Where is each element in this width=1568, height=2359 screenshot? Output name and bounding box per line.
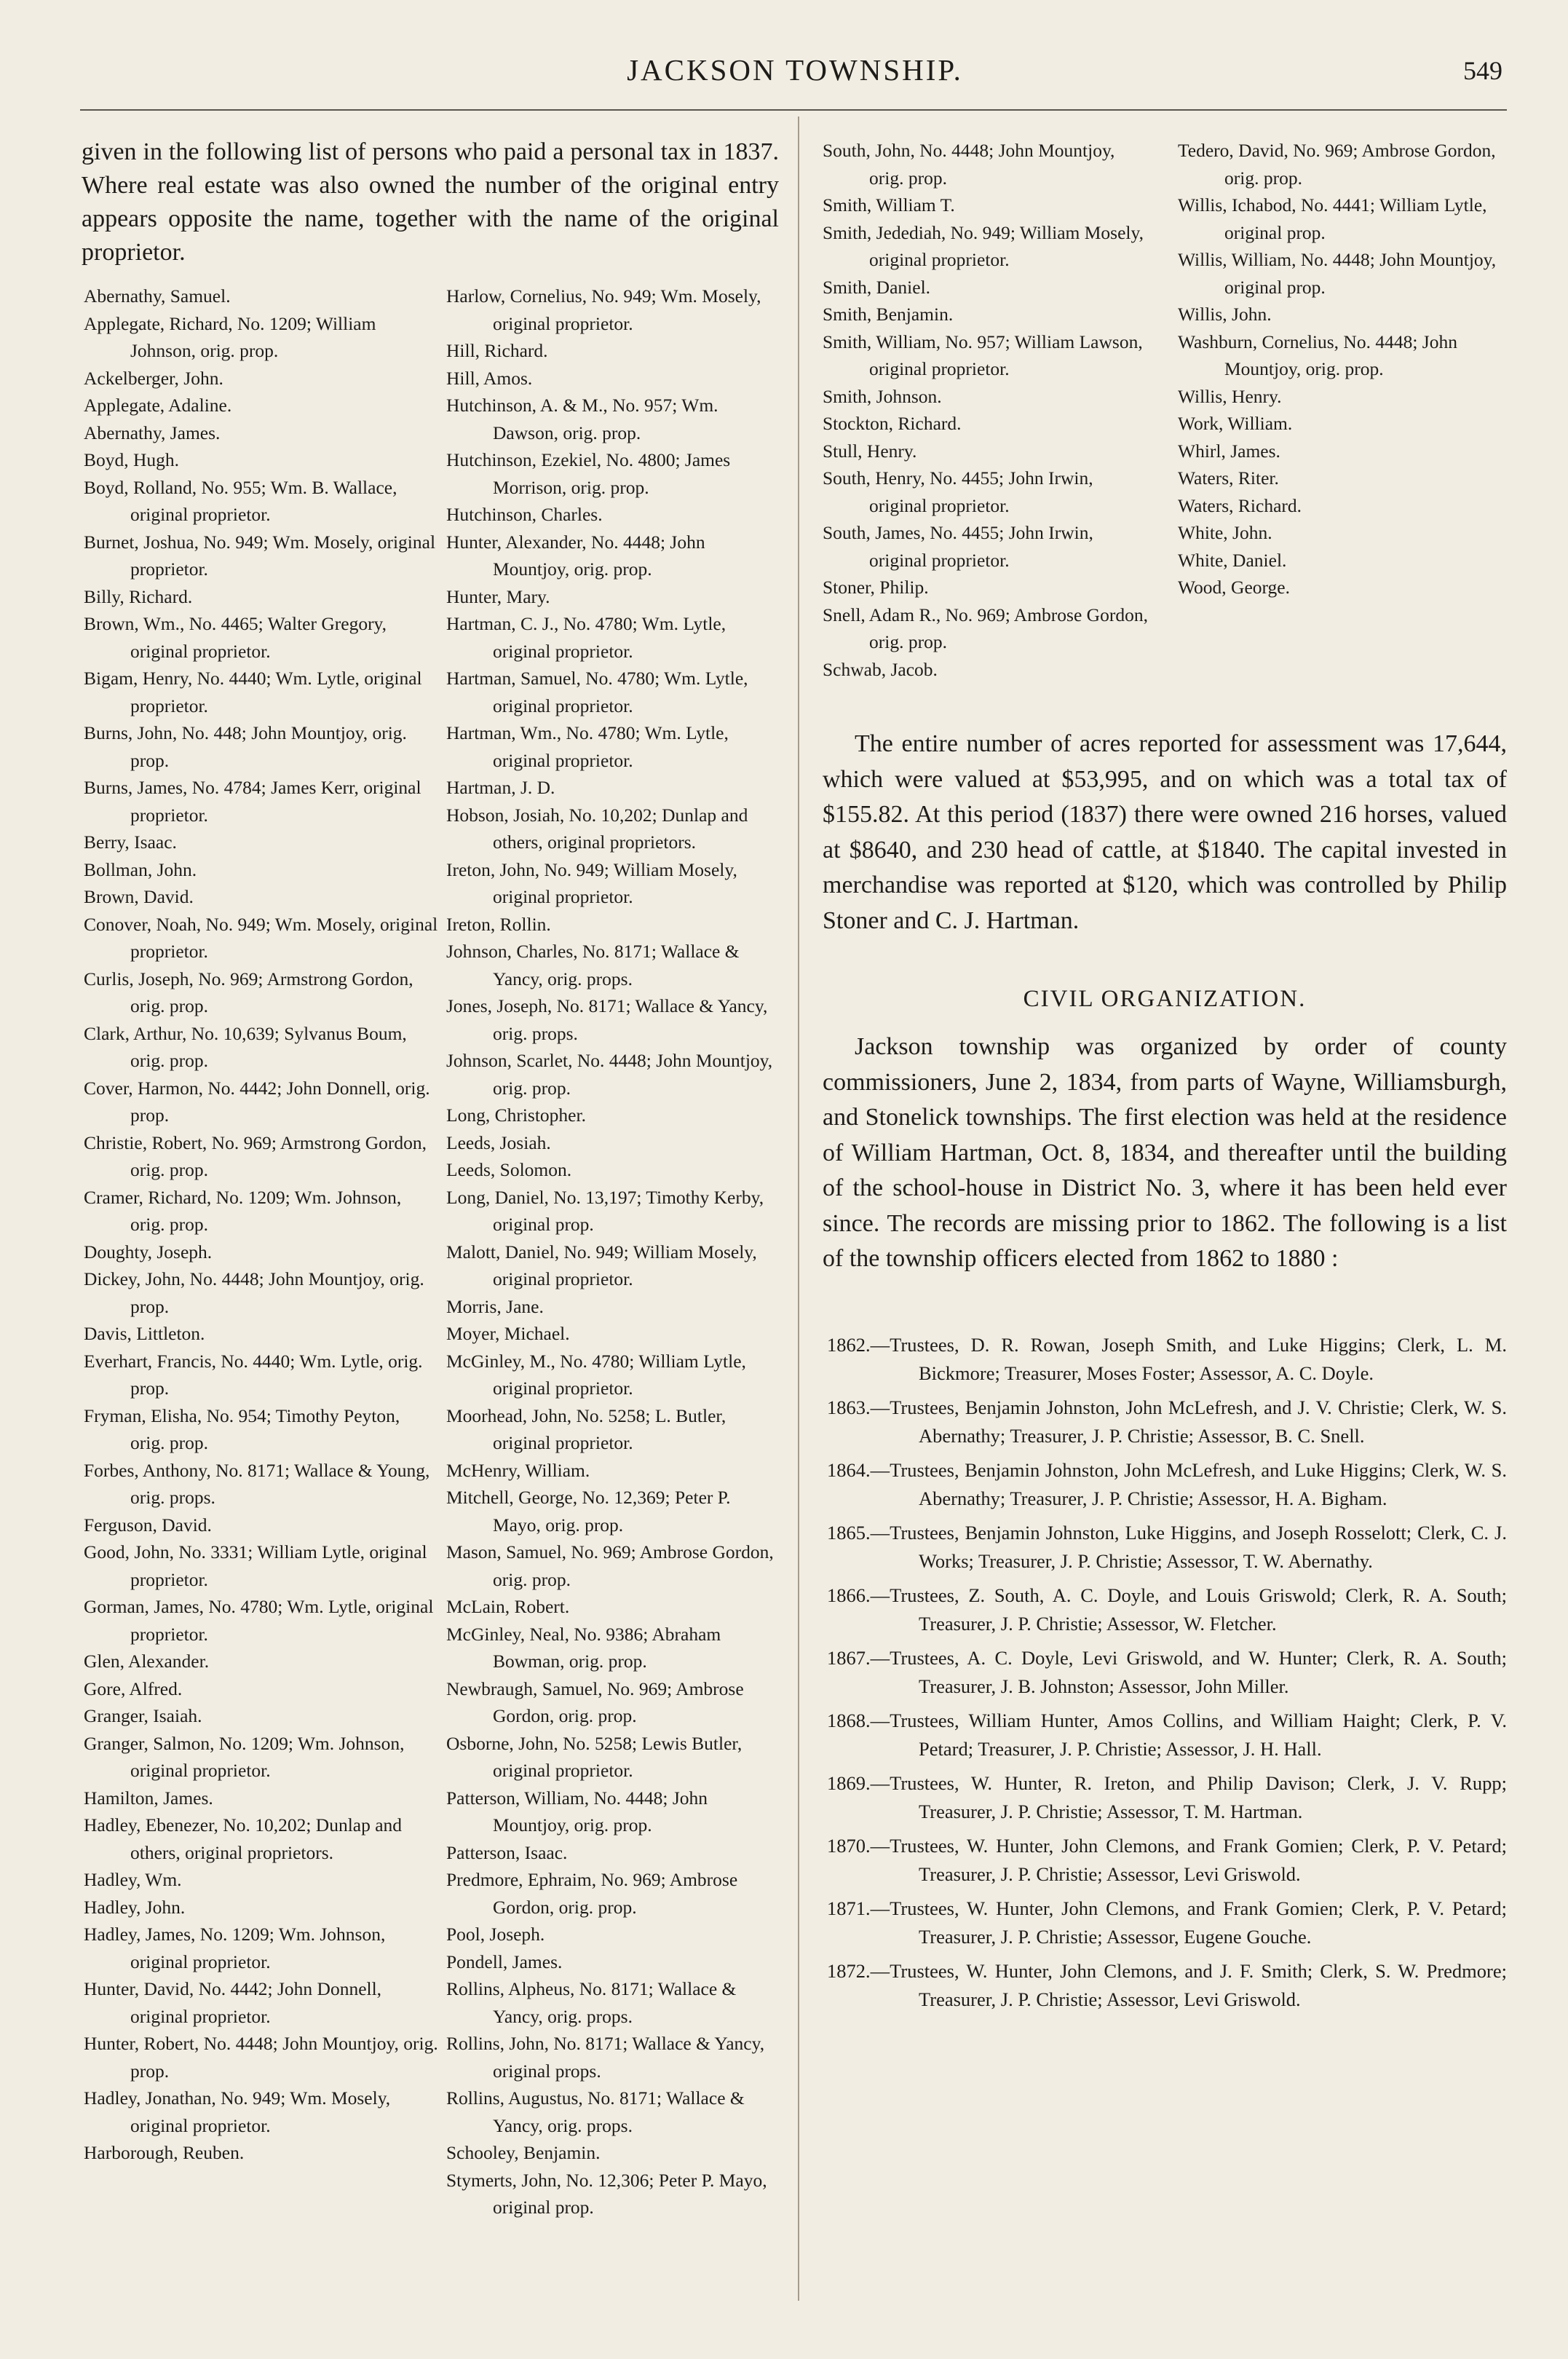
taxpayer-entry: Waters, Riter. xyxy=(1178,467,1279,489)
taxpayer-entry: Ackelberger, John. xyxy=(84,367,223,389)
taxpayer-entry: Cramer, Richard, No. 1209; Wm. Johnson, orig. prop. xyxy=(84,1186,402,1235)
taxpayer-entry: Hartman, C. J., No. 4780; Wm. Lytle, original proprietor. xyxy=(446,613,726,662)
taxpayer-entry: Hunter, Robert, No. 4448; John Mountjoy, orig. prop. xyxy=(84,2033,438,2082)
taxpayer-entry: Whirl, James. xyxy=(1178,440,1280,462)
officers-list xyxy=(827,1331,1507,2020)
taxpayer-entry: Hunter, Mary. xyxy=(446,585,550,607)
taxpayer-entry: Stymerts, John, No. 12,306; Peter P. Mayo, original prop. xyxy=(446,2169,767,2218)
taxpayer-entry: Rollins, John, No. 8171; Wallace & Yancy, original props. xyxy=(446,2033,765,2082)
taxpayer-entry: Harlow, Cornelius, No. 949; Wm. Mosely, original proprietor. xyxy=(446,285,761,334)
taxpayer-list-column-2 xyxy=(446,282,780,2221)
taxpayer-entry: South, John, No. 4448; John Mountjoy, orig. prop. xyxy=(823,140,1115,189)
taxpayer-entry: Johnson, Scarlet, No. 4448; John Mountjoy, orig. prop. xyxy=(446,1050,773,1099)
taxpayer-entry: Brown, David. xyxy=(84,886,194,907)
taxpayer-entry: Smith, William T. xyxy=(823,194,955,216)
taxpayer-entry: Long, Daniel, No. 13,197; Timothy Kerby, original prop. xyxy=(446,1186,764,1235)
taxpayer-entry: Rollins, Alpheus, No. 8171; Wallace & Yancy, orig. props. xyxy=(446,1978,737,2027)
taxpayer-entry: Schooley, Benjamin. xyxy=(446,2142,601,2163)
taxpayer-entry: Johnson, Charles, No. 8171; Wallace & Yancy, orig. props. xyxy=(446,941,740,989)
taxpayer-entry: Brown, Wm., No. 4465; Walter Gregory, original proprietor. xyxy=(84,613,387,662)
taxpayer-entry: Hadley, John. xyxy=(84,1896,186,1918)
taxpayer-entry: Hobson, Josiah, No. 10,202; Dunlap and others, original proprietors. xyxy=(446,804,748,853)
taxpayer-entry: Hutchinson, A. & M., No. 957; Wm. Dawson, orig. prop. xyxy=(446,395,718,443)
taxpayer-entry: Berry, Isaac. xyxy=(84,831,177,853)
intro-paragraph xyxy=(82,135,779,269)
taxpayer-entry: Christie, Robert, No. 969; Armstrong Gordon, orig. prop. xyxy=(84,1131,427,1180)
taxpayer-entry: Hartman, Samuel, No. 4780; Wm. Lytle, original proprietor. xyxy=(446,668,748,716)
officer-year-entry: 1872.—Trustees, W. Hunter, John Clemons, and J. F. Smith; Clerk, S. W. Predmore; Treasurer, J. P. Christie; Assessor, Levi Griswold. xyxy=(827,1960,1507,2010)
taxpayer-entry: Patterson, Isaac. xyxy=(446,1841,568,1863)
taxpayer-entry: Hamilton, James. xyxy=(84,1787,213,1809)
taxpayer-entry: Forbes, Anthony, No. 8171; Wallace & Young, orig. props. xyxy=(84,1459,430,1508)
taxpayer-entry: Hunter, Alexander, No. 4448; John Mountjoy, orig. prop. xyxy=(446,531,705,580)
assessment-text: The entire number of acres reported for assessment was 17,644, which were valued at $53,995, and on which was a total tax of $155.82. At this period (1837) there were owned 216 horses, valued at $8640, and 230 head of cattle, at $1840. The capital invested in merchandise was reported at $120, which was controlled by Philip Stoner and C. J. Hartman. xyxy=(823,730,1507,934)
taxpayer-entry: Cover, Harmon, No. 4442; John Donnell, orig. prop. xyxy=(84,1077,430,1126)
taxpayer-entry: Washburn, Cornelius, No. 4448; John Mountjoy, orig. prop. xyxy=(1178,331,1457,379)
taxpayer-entry: McGinley, M., No. 4780; William Lytle, original proprietor. xyxy=(446,1350,746,1399)
taxpayer-entry: Glen, Alexander. xyxy=(84,1651,210,1672)
header-rule xyxy=(80,109,1507,111)
taxpayer-list-column-3 xyxy=(823,137,1152,683)
taxpayer-entry: Snell, Adam R., No. 969; Ambrose Gordon, orig. prop. xyxy=(823,604,1148,652)
taxpayer-entry: Gorman, James, No. 4780; Wm. Lytle, original proprietor. xyxy=(84,1596,434,1645)
taxpayer-entry: White, John. xyxy=(1178,522,1272,543)
taxpayer-entry: Fryman, Elisha, No. 954; Timothy Peyton, orig. prop. xyxy=(84,1404,400,1453)
taxpayer-entry: Curlis, Joseph, No. 969; Armstrong Gordon, orig. prop. xyxy=(84,968,413,1016)
taxpayer-entry: Clark, Arthur, No. 10,639; Sylvanus Boum, orig. prop. xyxy=(84,1022,407,1071)
taxpayer-entry: Hill, Amos. xyxy=(446,367,533,389)
taxpayer-entry: Pool, Joseph. xyxy=(446,1924,545,1945)
taxpayer-entry: Hadley, Ebenezer, No. 10,202; Dunlap and others, original proprietors. xyxy=(84,1814,403,1863)
page-number: 549 xyxy=(1463,56,1502,85)
intro-text: given in the following list of persons who paid a personal tax in 1837. Where real estate was also owned the number of the original entry appears opposite the name, together with the name of the original proprietor. xyxy=(82,138,779,266)
taxpayer-entry: Willis, John. xyxy=(1178,304,1272,325)
taxpayer-entry: South, James, No. 4455; John Irwin, original proprietor. xyxy=(823,522,1093,571)
taxpayer-entry: Hutchinson, Ezekiel, No. 4800; James Morrison, orig. prop. xyxy=(446,449,731,498)
taxpayer-entry: Osborne, John, No. 5258; Lewis Butler, original proprietor. xyxy=(446,1732,743,1781)
taxpayer-entry: Morris, Jane. xyxy=(446,1295,544,1317)
taxpayer-entry: Willis, William, No. 4448; John Mountjoy, original prop. xyxy=(1178,249,1497,298)
officer-year-entry: 1862.—Trustees, D. R. Rowan, Joseph Smith, and Luke Higgins; Clerk, L. M. Bickmore; Treasurer, Moses Foster; Assessor, A. C. Doyle. xyxy=(827,1334,1507,1384)
taxpayer-entry: Boyd, Hugh. xyxy=(84,449,180,470)
taxpayer-entry: Smith, William, No. 957; William Lawson, original proprietor. xyxy=(823,331,1143,379)
taxpayer-entry: South, Henry, No. 4455; John Irwin, original proprietor. xyxy=(823,467,1093,516)
taxpayer-entry: Wood, George. xyxy=(1178,577,1290,598)
organization-text: Jackson township was organized by order of county commissioners, June 2, 1834, from parts of Wayne, Williamsburgh, and Stonelick townships. The first election was held at the residence of William Hartman, Oct. 8, 1834, and thereafter until the building of the school-house in District No. 3, where it has been held ever since. The records are missing prior to 1862. The following is a list of the township officers elected from 1862 to 1880 : xyxy=(823,1033,1507,1272)
taxpayer-entry: McHenry, William. xyxy=(446,1459,590,1481)
taxpayer-entry: Granger, Isaiah. xyxy=(84,1705,202,1726)
taxpayer-entry: McLain, Robert. xyxy=(446,1596,570,1617)
taxpayer-entry: White, Daniel. xyxy=(1178,549,1287,571)
taxpayer-entry: Bollman, John. xyxy=(84,858,197,880)
taxpayer-entry: Boyd, Rolland, No. 955; Wm. B. Wallace, original proprietor. xyxy=(84,476,397,525)
assessment-paragraph xyxy=(823,727,1507,939)
taxpayer-entry: Hutchinson, Charles. xyxy=(446,504,603,525)
taxpayer-entry: Conover, Noah, No. 949; Wm. Mosely, original proprietor. xyxy=(84,913,438,962)
taxpayer-entry: Abernathy, James. xyxy=(84,422,221,443)
taxpayer-entry: Rollins, Augustus, No. 8171; Wallace & Yancy, orig. props. xyxy=(446,2087,745,2136)
taxpayer-entry: Burnet, Joshua, No. 949; Wm. Mosely, original proprietor. xyxy=(84,531,436,580)
taxpayer-entry: Leeds, Josiah. xyxy=(446,1131,551,1153)
taxpayer-entry: Long, Christopher. xyxy=(446,1105,586,1126)
taxpayer-entry: Pondell, James. xyxy=(446,1951,563,1972)
taxpayer-entry: Ireton, John, No. 949; William Mosely, original proprietor. xyxy=(446,858,737,907)
taxpayer-entry: Granger, Salmon, No. 1209; Wm. Johnson, original proprietor. xyxy=(84,1732,405,1781)
officer-year-entry: 1869.—Trustees, W. Hunter, R. Ireton, and Philip Davison; Clerk, J. V. Rupp; Treasurer, J. P. Christie; Assessor, T. M. Hartman. xyxy=(827,1772,1507,1822)
taxpayer-entry: Willis, Henry. xyxy=(1178,385,1282,407)
taxpayer-entry: Stoner, Philip. xyxy=(823,577,929,598)
taxpayer-entry: Hartman, J. D. xyxy=(446,777,555,798)
taxpayer-entry: Work, William. xyxy=(1178,413,1293,434)
taxpayer-entry: Waters, Richard. xyxy=(1178,494,1302,516)
taxpayer-entry: Stull, Henry. xyxy=(823,440,917,462)
taxpayer-entry: Good, John, No. 3331; William Lytle, original proprietor. xyxy=(84,1541,427,1590)
taxpayer-entry: Patterson, William, No. 4448; John Mountjoy, orig. prop. xyxy=(446,1787,708,1836)
taxpayer-entry: Doughty, Joseph. xyxy=(84,1241,213,1263)
taxpayer-entry: Davis, Littleton. xyxy=(84,1323,205,1344)
taxpayer-entry: Tedero, David, No. 969; Ambrose Gordon, orig. prop. xyxy=(1178,140,1496,189)
taxpayer-entry: Mason, Samuel, No. 969; Ambrose Gordon, orig. prop. xyxy=(446,1541,774,1590)
taxpayer-entry: Newbraugh, Samuel, No. 969; Ambrose Gordon, orig. prop. xyxy=(446,1678,744,1726)
taxpayer-entry: Mitchell, George, No. 12,369; Peter P. Mayo, orig. prop. xyxy=(446,1487,731,1536)
taxpayer-entry: Bigam, Henry, No. 4440; Wm. Lytle, original proprietor. xyxy=(84,668,422,716)
taxpayer-entry: Leeds, Solomon. xyxy=(446,1159,572,1180)
taxpayer-entry: Stockton, Richard. xyxy=(823,413,962,434)
taxpayer-entry: Burns, James, No. 4784; James Kerr, original proprietor. xyxy=(84,777,421,826)
taxpayer-entry: Gore, Alfred. xyxy=(84,1678,183,1699)
taxpayer-entry: Predmore, Ephraim, No. 969; Ambrose Gordon, orig. prop. xyxy=(446,1869,738,1918)
taxpayer-entry: Ferguson, David. xyxy=(84,1514,212,1536)
organization-paragraph xyxy=(823,1030,1507,1277)
taxpayer-entry: Moorhead, John, No. 5258; L. Butler, original proprietor. xyxy=(446,1404,726,1453)
taxpayer-entry: Willis, Ichabod, No. 4441; William Lytle, original prop. xyxy=(1178,194,1487,243)
taxpayer-entry: Hadley, Wm. xyxy=(84,1869,182,1890)
taxpayer-entry: Jones, Joseph, No. 8171; Wallace & Yancy, orig. props. xyxy=(446,995,768,1044)
officer-year-entry: 1868.—Trustees, William Hunter, Amos Collins, and William Haight; Clerk, P. V. Petard; Treasurer, J. P. Christie; Assessor, J. H. Hall. xyxy=(827,1710,1507,1760)
taxpayer-entry: Smith, Daniel. xyxy=(823,276,931,298)
taxpayer-entry: Billy, Richard. xyxy=(84,585,193,607)
taxpayer-entry: Harborough, Reuben. xyxy=(84,2142,245,2163)
running-title: JACKSON TOWNSHIP. xyxy=(627,53,963,87)
taxpayer-entry: Hill, Richard. xyxy=(446,340,548,361)
taxpayer-entry: Hunter, David, No. 4442; John Donnell, original proprietor. xyxy=(84,1978,382,2027)
taxpayer-entry: Moyer, Michael. xyxy=(446,1323,570,1344)
taxpayer-list-column-4 xyxy=(1178,137,1507,601)
taxpayer-entry: Applegate, Adaline. xyxy=(84,395,232,416)
taxpayer-entry: Hadley, James, No. 1209; Wm. Johnson, original proprietor. xyxy=(84,1924,386,1972)
taxpayer-entry: Everhart, Francis, No. 4440; Wm. Lytle, orig. prop. xyxy=(84,1350,423,1399)
taxpayer-entry: McGinley, Neal, No. 9386; Abraham Bowman, orig. prop. xyxy=(446,1623,721,1672)
taxpayer-entry: Smith, Benjamin. xyxy=(823,304,954,325)
taxpayer-entry: Smith, Johnson. xyxy=(823,385,942,407)
taxpayer-entry: Dickey, John, No. 4448; John Mountjoy, orig. prop. xyxy=(84,1268,424,1317)
officer-year-entry: 1870.—Trustees, W. Hunter, John Clemons, and Frank Gomien; Clerk, P. V. Petard; Treasurer, J. P. Christie; Assessor, Levi Griswold. xyxy=(827,1835,1507,1885)
officer-year-entry: 1871.—Trustees, W. Hunter, John Clemons, and Frank Gomien; Clerk, P. V. Petard; Treasurer, J. P. Christie; Assessor, Eugene Gouche. xyxy=(827,1897,1507,1948)
taxpayer-entry: Ireton, Rollin. xyxy=(446,913,551,935)
officer-year-entry: 1863.—Trustees, Benjamin Johnston, John McLefresh, and J. V. Christie; Clerk, W. S. Abernathy; Treasurer, J. P. Christie; Assessor, B. C. Snell. xyxy=(827,1396,1507,1447)
taxpayer-entry: Hartman, Wm., No. 4780; Wm. Lytle, original proprietor. xyxy=(446,722,729,771)
taxpayer-entry: Hadley, Jonathan, No. 949; Wm. Mosely, original proprietor. xyxy=(84,2087,391,2136)
taxpayer-entry: Smith, Jedediah, No. 949; William Mosely, original proprietor. xyxy=(823,221,1144,270)
taxpayer-entry: Abernathy, Samuel. xyxy=(84,285,231,307)
officer-year-entry: 1866.—Trustees, Z. South, A. C. Doyle, and Louis Griswold; Clerk, R. A. South; Treasurer, J. P. Christie; Assessor, W. Fletcher. xyxy=(827,1584,1507,1635)
taxpayer-entry: Malott, Daniel, No. 949; William Mosely, original proprietor. xyxy=(446,1241,757,1289)
column-divider xyxy=(798,116,799,2301)
taxpayer-entry: Burns, John, No. 448; John Mountjoy, orig. prop. xyxy=(84,722,407,771)
officer-year-entry: 1865.—Trustees, Benjamin Johnston, Luke Higgins, and Joseph Rosselott; Clerk, C. J. Works; Treasurer, J. P. Christie; Assessor, T. W. Abernathy. xyxy=(827,1522,1507,1572)
section-heading: CIVIL ORGANIZATION. xyxy=(1023,986,1307,1012)
officer-year-entry: 1867.—Trustees, A. C. Doyle, Levi Griswold, and W. Hunter; Clerk, R. A. South; Treasurer, J. B. Johnston; Assessor, John Miller. xyxy=(827,1647,1507,1697)
taxpayer-entry: Schwab, Jacob. xyxy=(823,658,938,680)
taxpayer-list-column-1 xyxy=(84,282,439,2167)
taxpayer-entry: Applegate, Richard, No. 1209; William Johnson, orig. prop. xyxy=(84,312,376,361)
officer-year-entry: 1864.—Trustees, Benjamin Johnston, John McLefresh, and Luke Higgins; Clerk, W. S. Abernathy; Treasurer, J. P. Christie; Assessor, H. A. Bigham. xyxy=(827,1459,1507,1509)
page-header xyxy=(80,48,1510,92)
